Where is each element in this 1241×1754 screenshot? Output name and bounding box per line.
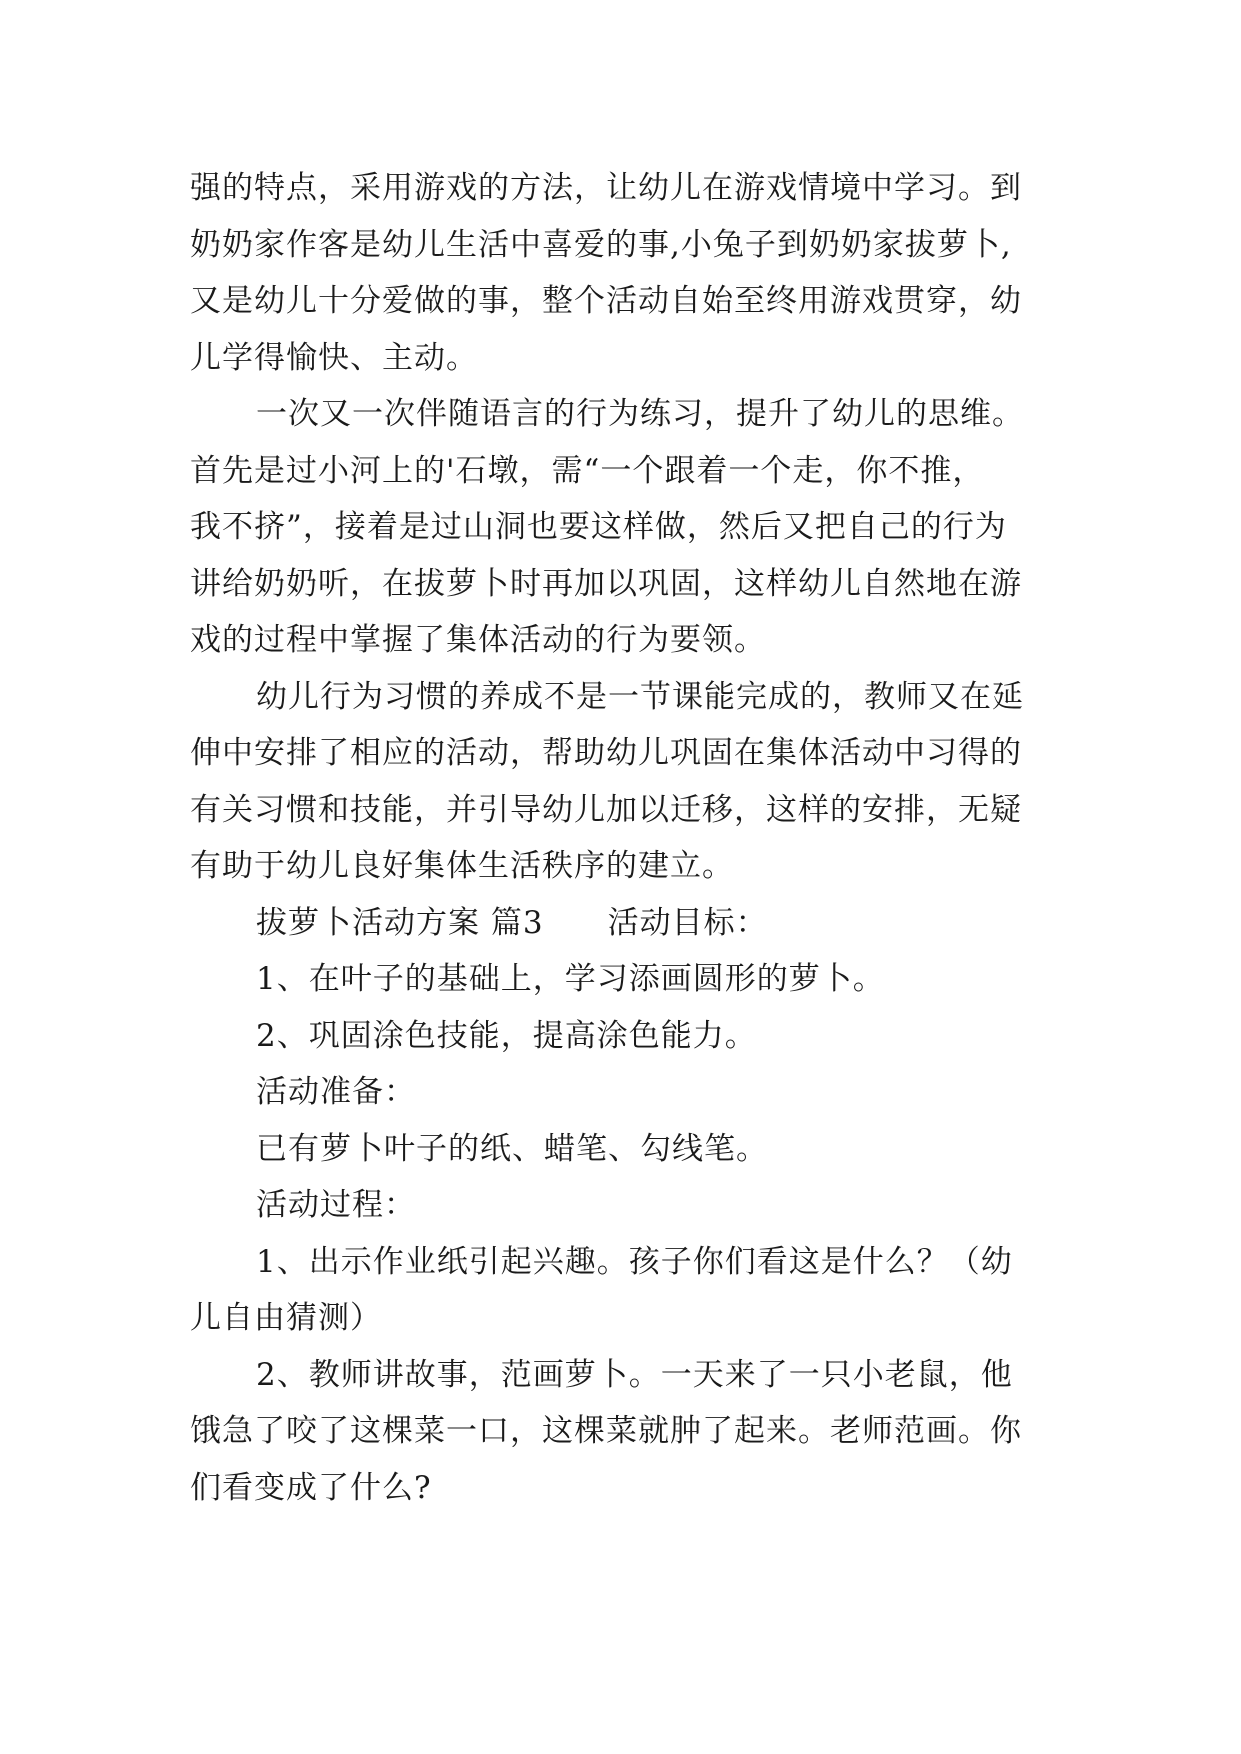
text-line: 儿学得愉快、主动。 [190,339,478,376]
text-line: 首先是过小河上的'石墩，需“一个跟着一个走，你不推， [190,452,985,489]
list-item: 2、教师讲故事，范画萝卜。一天来了一只小老鼠，他 [256,1356,1013,1393]
text-line: 有助于幼儿良好集体生活秩序的建立。 [190,848,734,884]
text-line: 伸中安排了相应的活动，帮助幼儿巩固在集体活动中习得的 [190,735,1022,771]
list-item: 1、在叶子的基础上，学习添画圆形的萝卜。 [256,961,885,997]
text-line: 儿自由猜测） [190,1300,382,1336]
document-body [190,160,1090,1516]
text-line: 强的特点，采用游戏的方法，让幼儿在游戏情境中学习。到 [190,170,1022,206]
subheading: 活动准备： [256,1074,416,1110]
text-line: 奶奶家作客是幼儿生活中喜爱的事,小兔子到奶奶家拔萝卜, [190,226,1012,263]
text-line: 我不挤”，接着是过山洞也要这样做，然后又把自己的行为 [190,509,1007,545]
text-line: 一次又一次伴随语言的行为练习，提升了幼儿的思维。 [256,396,1024,432]
text-line: 有关习惯和技能，并引导幼儿加以迁移，这样的安排，无疑 [190,791,1022,828]
text-line: 饿急了咬了这棵菜一口，这棵菜就肿了起来。老师范画。你 [190,1413,1022,1449]
section-heading: 拔萝卜活动方案 篇3 活动目标： [256,904,768,941]
text-line: 讲给奶奶听，在拔萝卜时再加以巩固，这样幼儿自然地在游 [190,565,1022,602]
subheading: 活动过程： [256,1187,416,1223]
text-line: 又是幼儿十分爱做的事，整个活动自始至终用游戏贯穿，幼 [190,283,1022,319]
text-line: 们看变成了什么? [190,1469,432,1506]
text-line: 幼儿行为习惯的养成不是一节课能完成的，教师又在延 [256,678,1024,715]
text-line: 已有萝卜叶子的纸、蜡笔、勾线笔。 [256,1130,768,1167]
text-line: 戏的过程中掌握了集体活动的行为要领。 [190,622,766,658]
list-item: 1、出示作业纸引起兴趣。孩子你们看这是什么？（幼 [256,1243,1013,1280]
list-item: 2、巩固涂色技能，提高涂色能力。 [256,1017,757,1054]
